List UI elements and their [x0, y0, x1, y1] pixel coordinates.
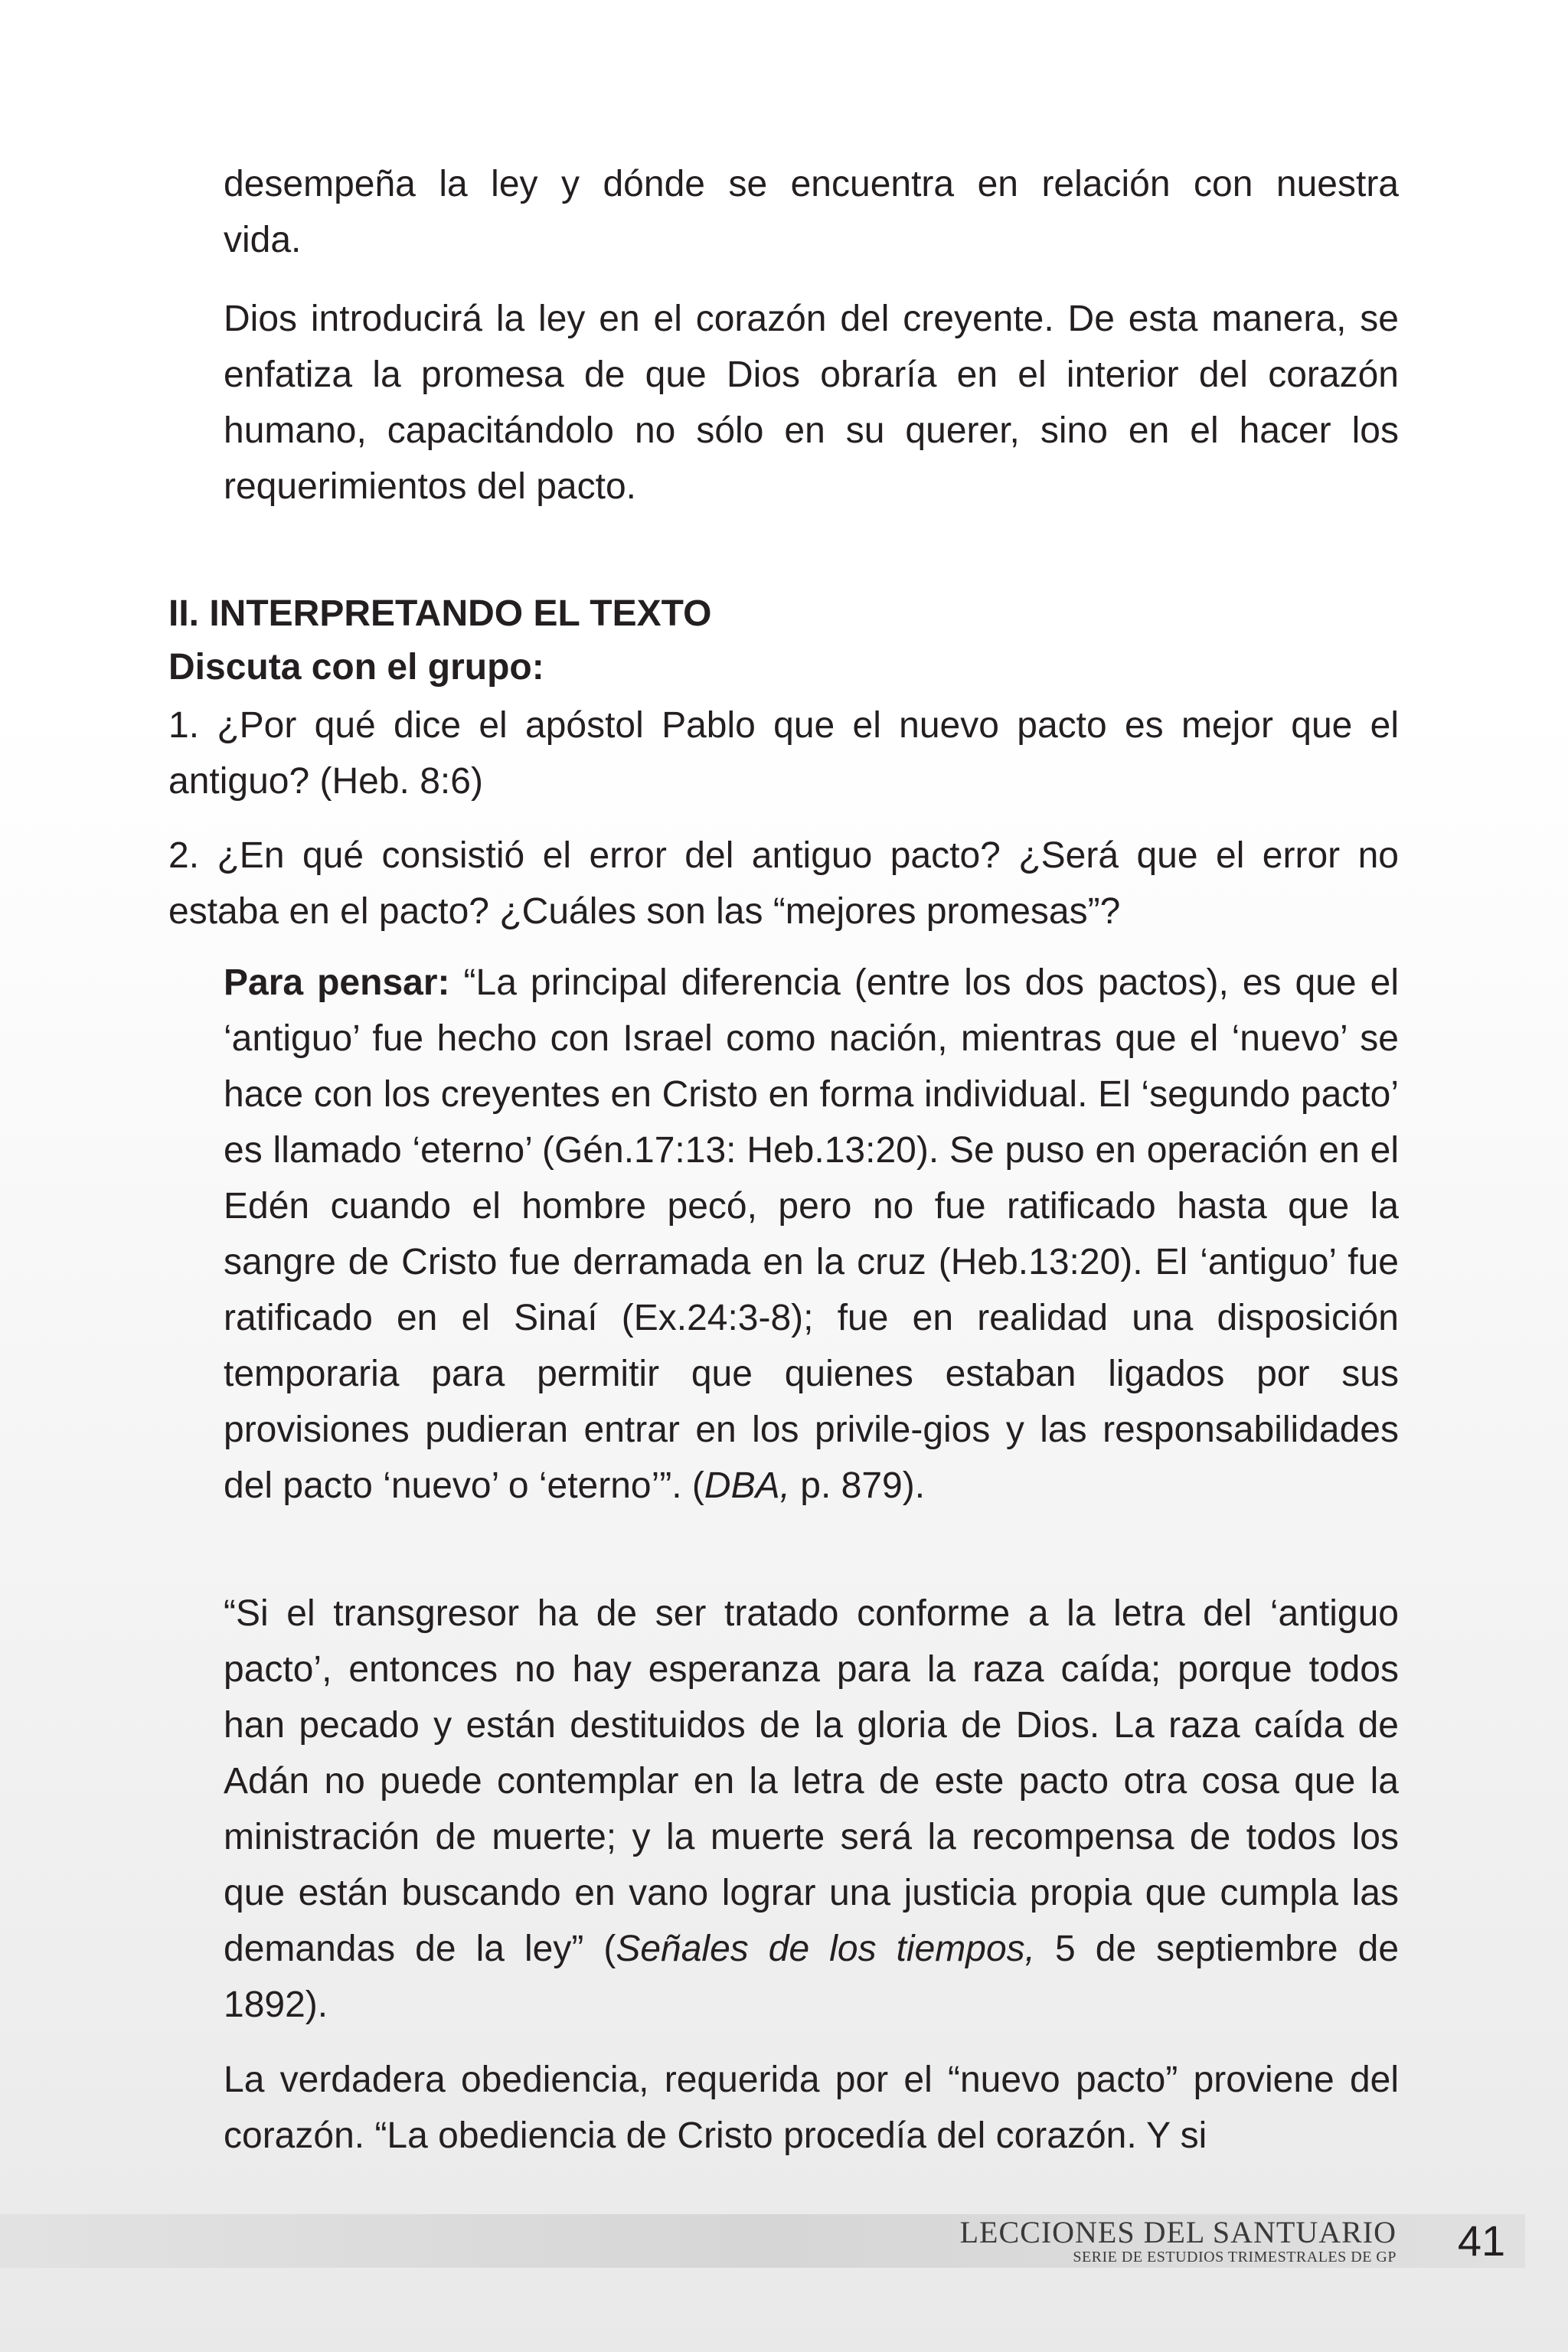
section-heading: II. INTERPRETANDO EL TEXTO [168, 593, 712, 634]
intro-paragraph [224, 156, 1399, 268]
question-2: 2. ¿En qué consistió el error del antiguo pacto? ¿Será que el error no estaba en el pacto? ¿Cuáles son las “mejores promesas”? [168, 835, 1399, 932]
para-pensar-source-end: p. 879). [789, 1465, 926, 1506]
footer-subtitle: SERIE DE ESTUDIOS TRIMESTRALES DE GP [1073, 2249, 1396, 2265]
quote-transgresor-source: Señales de los tiempos, [616, 1929, 1036, 1969]
question-1: 1. ¿Por qué dice el apóstol Pablo que el nuevo pacto es mejor que el antiguo? (Heb. 8:6) [168, 705, 1399, 802]
section-subheading: Discuta con el grupo: [168, 647, 544, 688]
para-pensar-label: Para pensar: [224, 962, 450, 1003]
para-pensar-source: DBA, [704, 1465, 790, 1506]
intro-line-2: vida. [224, 220, 302, 260]
para-pensar-text: “La principal diferencia (entre los dos pactos), es que el ‘antiguo’ fue hecho con Israel como nación, mientras que el ‘nuevo’ se hace con los creyentes en Cristo en forma individual. El ‘segundo pacto’ es llamado ‘eterno’ (Gén.17:13: Heb.13:20). Se puso en operación en el Edén cuando el hombre pecó, pero no fue ratificado hasta que la sangre de Cristo fue derramada en la cruz (Heb.13:20). El ‘antiguo’ fue ratificado en el Sinaí (Ex.24:3-8); fue en realidad una disposición temporaria para permitir que quienes estaban ligados por sus provisiones pudieran entrar en los privile-gios y las responsabilidades del pacto ‘nuevo’ o ‘eterno’”. ( [224, 962, 1400, 1506]
quote-transgresor [224, 1586, 1399, 2033]
footer-title: LECCIONES DEL SANTUARIO [959, 2215, 1396, 2249]
para-pensar-paragraph [224, 955, 1399, 1514]
page-number: 41 [1457, 2216, 1506, 2265]
paragraph-dios: Dios introducirá la ley en el corazón del creyente. De esta manera, se enfatiza la promesa de que Dios obraría en el interior del corazón humano, capacitándolo no sólo en su querer, sino en el hacer los requerimientos del pacto. [224, 299, 1399, 507]
quote-transgresor-text: “Si el transgresor ha de ser tratado conforme a la letra del ‘antiguo pacto’, entonces no hay esperanza para la raza caída; porque todos han pecado y están destituidos de la gloria de Dios. La raza caída de Adán no puede contemplar en la letra de este pacto otra cosa que la ministración de muerte; y la muerte será la recompensa de todos los que están buscando en vano lograr una justicia propia que cumpla las demandas de la ley” ( [224, 1593, 1399, 1969]
intro-line-1: desempeña la ley y dónde se encuentra en relación con nuestra [224, 164, 1399, 204]
quote-transgresor-source-end: 5 de septiembre de 1892). [224, 1929, 1400, 2025]
paragraph-obediencia: La verdadera obediencia, requerida por el “nuevo pacto” proviene del corazón. “La obediencia de Cristo procedía del corazón. Y si [224, 2060, 1399, 2156]
